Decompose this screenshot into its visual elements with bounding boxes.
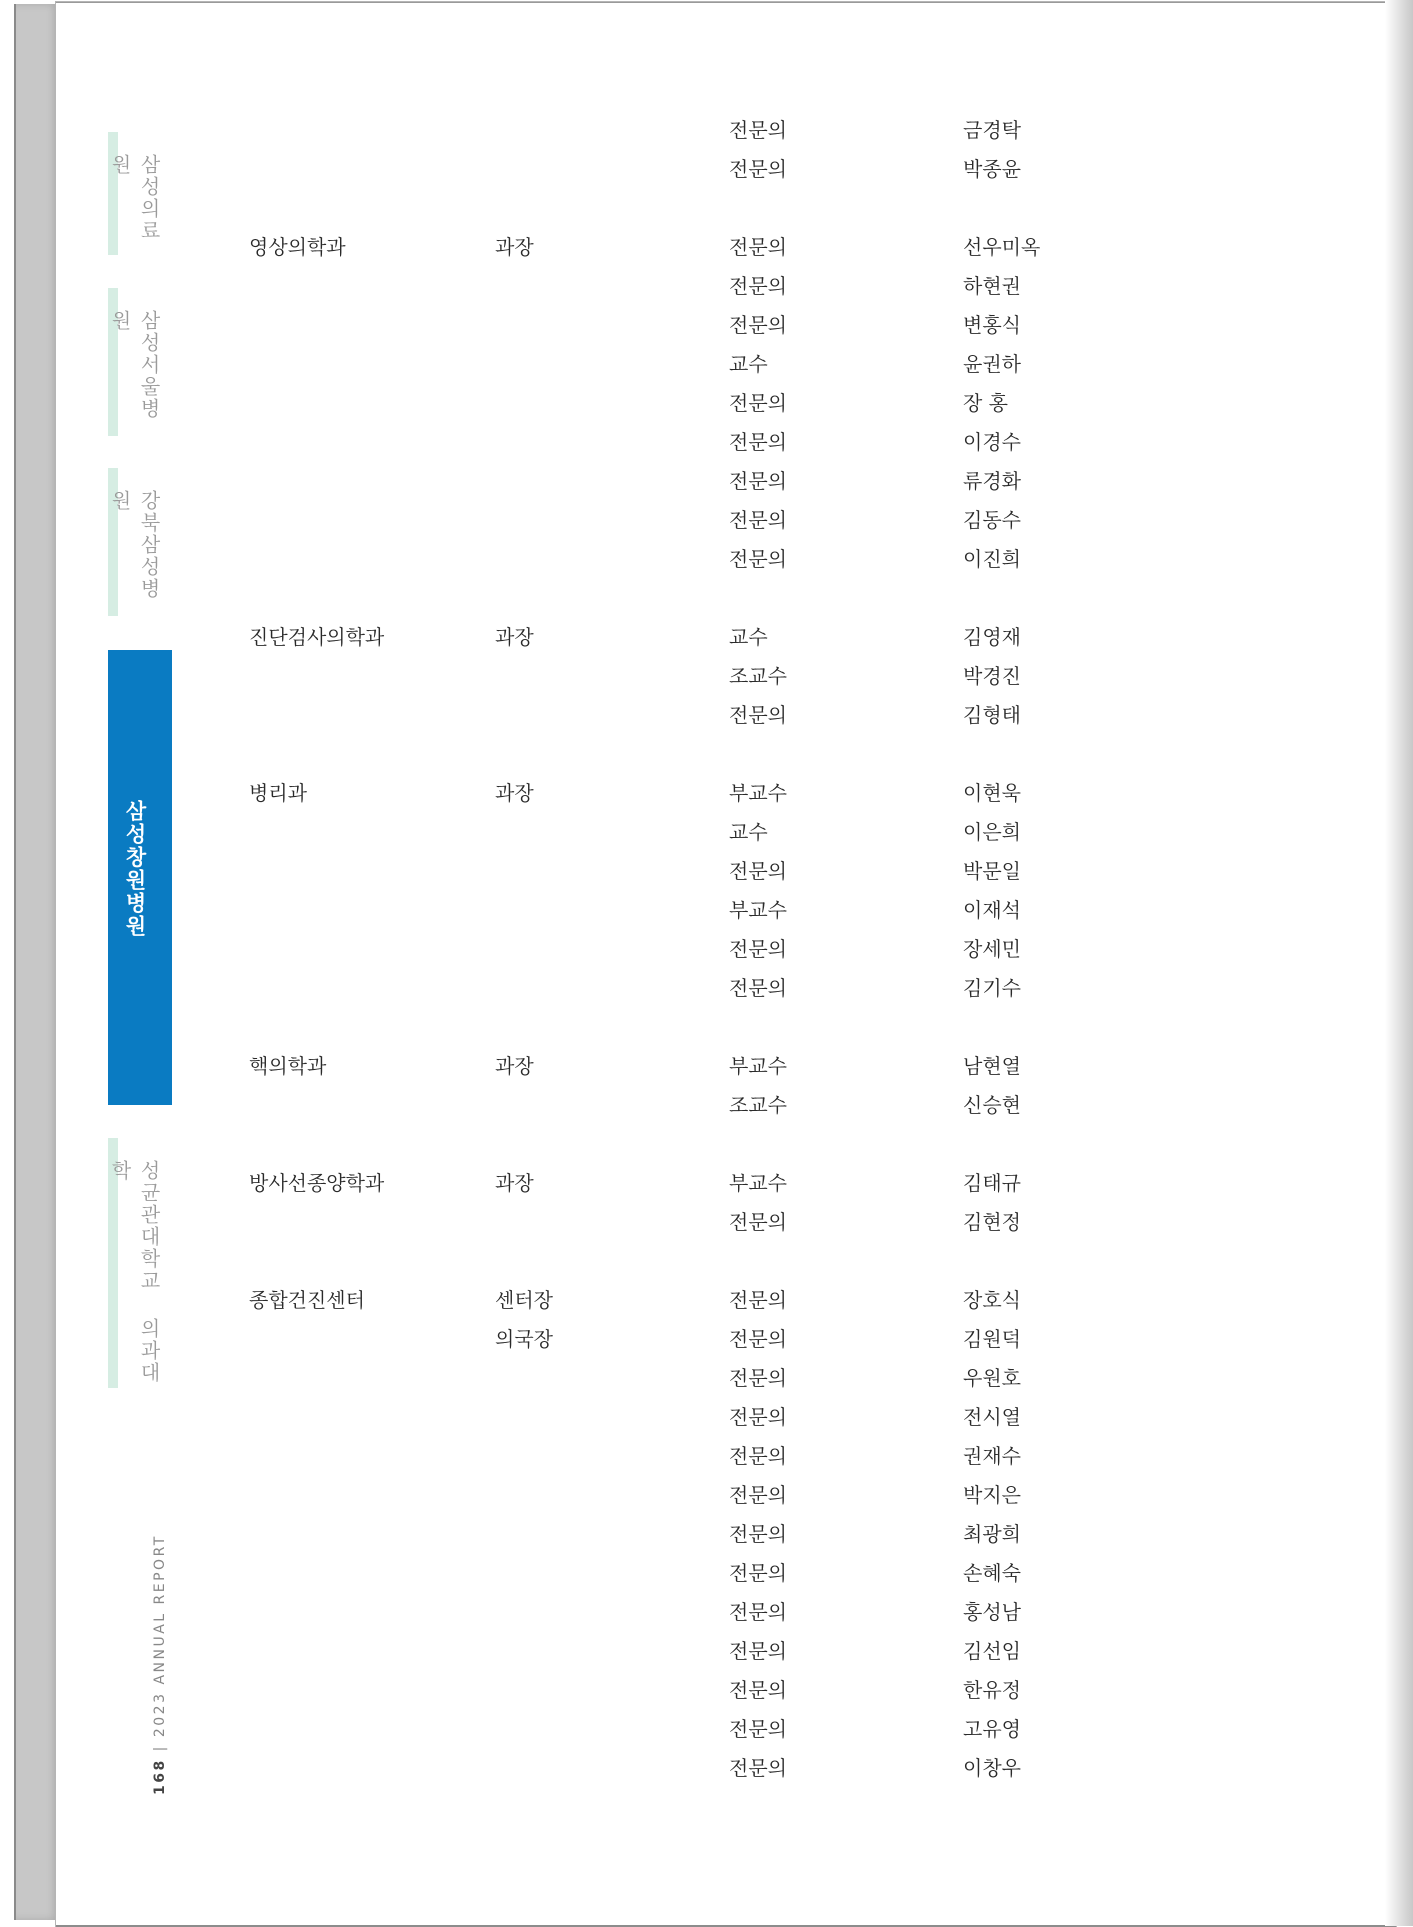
rank-cell: 전문의 bbox=[729, 157, 787, 181]
department-cell: 병리과 bbox=[249, 781, 307, 805]
name-cell: 박종윤 bbox=[963, 157, 1021, 181]
rank-cell: 부교수 bbox=[729, 781, 787, 805]
name-cell: 박문일 bbox=[963, 859, 1021, 883]
name-cell: 이은희 bbox=[963, 820, 1021, 844]
rank-cell: 전문의 bbox=[729, 1600, 787, 1624]
name-cell: 신승현 bbox=[963, 1093, 1021, 1117]
rank-cell: 교수 bbox=[729, 625, 768, 649]
name-cell: 이경수 bbox=[963, 430, 1021, 454]
name-cell: 윤권하 bbox=[963, 352, 1021, 376]
rank-cell: 교수 bbox=[729, 820, 768, 844]
name-cell: 이현욱 bbox=[963, 781, 1021, 805]
name-cell: 한유정 bbox=[963, 1678, 1021, 1702]
position-cell: 과장 bbox=[495, 625, 534, 649]
name-cell: 김현정 bbox=[963, 1210, 1021, 1234]
rank-cell: 전문의 bbox=[729, 976, 787, 1000]
name-cell: 금경탁 bbox=[963, 118, 1021, 142]
rank-cell: 전문의 bbox=[729, 469, 787, 493]
page-number: 168 bbox=[152, 1758, 168, 1795]
rank-cell: 전문의 bbox=[729, 1327, 787, 1351]
name-cell: 권재수 bbox=[963, 1444, 1021, 1468]
name-cell: 홍성남 bbox=[963, 1600, 1021, 1624]
name-cell: 박지은 bbox=[963, 1483, 1021, 1507]
rank-cell: 전문의 bbox=[729, 859, 787, 883]
rank-cell: 전문의 bbox=[729, 430, 787, 454]
department-cell: 종합건진센터 bbox=[249, 1288, 365, 1312]
footer-separator: | bbox=[152, 1744, 168, 1752]
name-cell: 류경화 bbox=[963, 469, 1021, 493]
rank-cell: 전문의 bbox=[729, 1678, 787, 1702]
tab-samsung-changwon-hospital[interactable] bbox=[108, 650, 172, 1105]
rank-cell: 전문의 bbox=[729, 1561, 787, 1585]
tab-kangbuk-samsung-hospital[interactable] bbox=[108, 468, 172, 616]
rank-cell: 전문의 bbox=[729, 1717, 787, 1741]
department-cell: 핵의학과 bbox=[249, 1054, 327, 1078]
name-cell: 선우미옥 bbox=[963, 235, 1041, 259]
tab-samsung-medical-center[interactable] bbox=[108, 132, 172, 255]
name-cell: 이진희 bbox=[963, 547, 1021, 571]
rank-cell: 전문의 bbox=[729, 1639, 787, 1663]
name-cell: 김기수 bbox=[963, 976, 1021, 1000]
rank-cell: 조교수 bbox=[729, 1093, 787, 1117]
page bbox=[56, 2, 1396, 1927]
name-cell: 박경진 bbox=[963, 664, 1021, 688]
name-cell: 최광희 bbox=[963, 1522, 1021, 1546]
book-spine-edge bbox=[14, 4, 60, 1920]
name-cell: 하현권 bbox=[963, 274, 1021, 298]
rank-cell: 부교수 bbox=[729, 1054, 787, 1078]
report-title: 2023 ANNUAL REPORT bbox=[152, 1534, 168, 1738]
rank-cell: 전문의 bbox=[729, 1756, 787, 1780]
name-cell: 장 홍 bbox=[963, 391, 1008, 415]
position-cell: 과장 bbox=[495, 235, 534, 259]
rank-cell: 전문의 bbox=[729, 1210, 787, 1234]
rank-cell: 전문의 bbox=[729, 508, 787, 532]
rank-cell: 전문의 bbox=[729, 703, 787, 727]
page-footer bbox=[152, 1534, 168, 1795]
rank-cell: 전문의 bbox=[729, 937, 787, 961]
name-cell: 우원호 bbox=[963, 1366, 1021, 1390]
rank-cell: 부교수 bbox=[729, 898, 787, 922]
name-cell: 김원덕 bbox=[963, 1327, 1021, 1351]
position-cell: 의국장 bbox=[495, 1327, 553, 1351]
rank-cell: 전문의 bbox=[729, 235, 787, 259]
tab-samsung-seoul-hospital[interactable] bbox=[108, 288, 172, 436]
rank-cell: 전문의 bbox=[729, 1366, 787, 1390]
name-cell: 장세민 bbox=[963, 937, 1021, 961]
tab-label: 삼성의료원 bbox=[108, 154, 161, 242]
name-cell: 김동수 bbox=[963, 508, 1021, 532]
position-cell: 과장 bbox=[495, 1054, 534, 1078]
position-cell: 센터장 bbox=[495, 1288, 553, 1312]
department-cell: 방사선종양학과 bbox=[249, 1171, 385, 1195]
name-cell: 김태규 bbox=[963, 1171, 1021, 1195]
name-cell: 김형태 bbox=[963, 703, 1021, 727]
name-cell: 김영재 bbox=[963, 625, 1021, 649]
rank-cell: 전문의 bbox=[729, 1405, 787, 1429]
tab-label: 삼성창원병원 bbox=[123, 800, 147, 938]
rank-cell: 전문의 bbox=[729, 313, 787, 337]
name-cell: 이창우 bbox=[963, 1756, 1021, 1780]
name-cell: 고유영 bbox=[963, 1717, 1021, 1741]
rank-cell: 전문의 bbox=[729, 1288, 787, 1312]
tab-label: 성균관대학교 의과대학 bbox=[108, 1160, 161, 1384]
name-cell: 변홍식 bbox=[963, 313, 1021, 337]
rank-cell: 전문의 bbox=[729, 547, 787, 571]
rank-cell: 전문의 bbox=[729, 391, 787, 415]
rank-cell: 전문의 bbox=[729, 118, 787, 142]
rank-cell: 부교수 bbox=[729, 1171, 787, 1195]
rank-cell: 전문의 bbox=[729, 1483, 787, 1507]
position-cell: 과장 bbox=[495, 1171, 534, 1195]
tab-skku-school-of-medicine[interactable] bbox=[108, 1138, 172, 1388]
name-cell: 전시열 bbox=[963, 1405, 1021, 1429]
rank-cell: 교수 bbox=[729, 352, 768, 376]
name-cell: 이재석 bbox=[963, 898, 1021, 922]
name-cell: 손혜숙 bbox=[963, 1561, 1021, 1585]
name-cell: 김선임 bbox=[963, 1639, 1021, 1663]
position-cell: 과장 bbox=[495, 781, 534, 805]
rank-cell: 전문의 bbox=[729, 1522, 787, 1546]
tab-indicator-bar bbox=[108, 132, 118, 255]
department-cell: 영상의학과 bbox=[249, 235, 346, 259]
name-cell: 장호식 bbox=[963, 1288, 1021, 1312]
tab-label: 삼성서울병원 bbox=[108, 310, 161, 420]
tab-label: 강북삼성병원 bbox=[108, 490, 161, 600]
name-cell: 남현열 bbox=[963, 1054, 1021, 1078]
rank-cell: 조교수 bbox=[729, 664, 787, 688]
page-edge-shadow bbox=[1385, 0, 1413, 1926]
department-cell: 진단검사의학과 bbox=[249, 625, 385, 649]
rank-cell: 전문의 bbox=[729, 274, 787, 298]
rank-cell: 전문의 bbox=[729, 1444, 787, 1468]
